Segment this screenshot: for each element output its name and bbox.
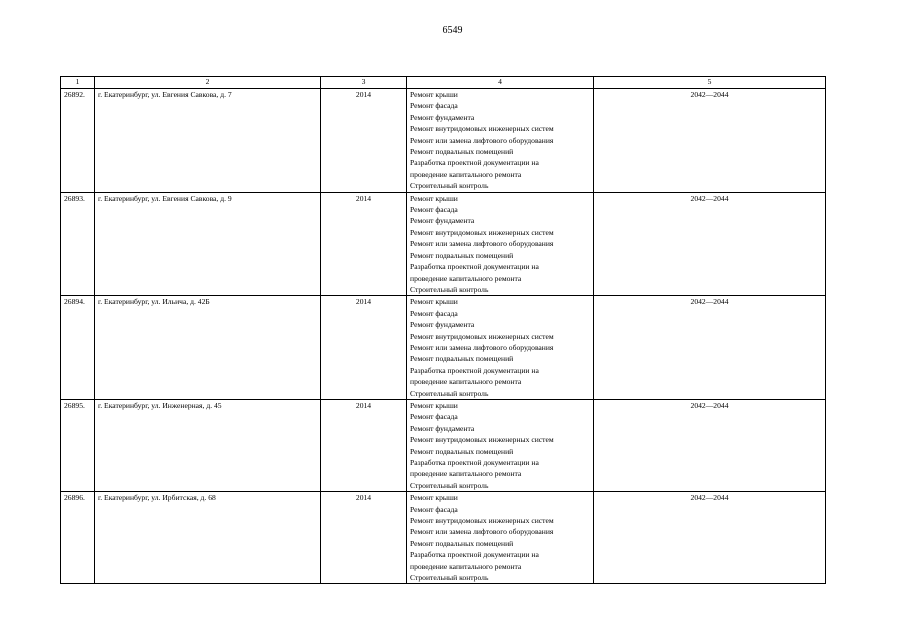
works-cell [407, 492, 594, 584]
year-cell: 2014 [321, 192, 407, 296]
work-item: Ремонт крыши [410, 193, 458, 203]
row-number-cell: 26895. [61, 399, 95, 491]
work-item: Ремонт фасада [410, 412, 458, 422]
work-item: Строительный контроль [410, 284, 489, 294]
work-item: Ремонт внутридомовых инженерных систем [410, 516, 554, 526]
address-cell: г. Екатеринбург, ул. Евгения Савкова, д. 7 [95, 89, 321, 193]
table-row [61, 296, 826, 400]
works-cell [407, 399, 594, 491]
work-item: Ремонт или замена лифтового оборудования [410, 135, 554, 145]
table-row [61, 192, 826, 296]
period-cell: 2042—2044 [594, 492, 826, 584]
work-item: Ремонт крыши [410, 297, 458, 307]
work-item: Ремонт фундамента [410, 423, 475, 433]
work-item: Ремонт подвальных помещений [410, 538, 514, 548]
address-cell: г. Екатеринбург, ул. Евгения Савкова, д. 9 [95, 192, 321, 296]
work-item: Разработка проектной документации на [410, 158, 539, 168]
column-header-4: 4 [407, 77, 594, 89]
period-cell: 2042—2044 [594, 399, 826, 491]
work-item: Разработка проектной документации на [410, 458, 539, 467]
table-row [61, 89, 826, 193]
work-item: Ремонт крыши [410, 90, 458, 99]
work-item: проведение капитального ремонта [410, 169, 522, 179]
work-item: проведение капитального ремонта [410, 377, 522, 387]
work-item: Разработка проектной документации на [410, 262, 539, 272]
column-header-5: 5 [594, 77, 826, 89]
address-cell: г. Екатеринбург, ул. Ильича, д. 42Б [95, 296, 321, 400]
work-item: Ремонт фундамента [410, 112, 475, 122]
work-item: Ремонт подвальных помещений [410, 446, 514, 456]
work-item: проведение капитального ремонта [410, 273, 522, 283]
year-cell: 2014 [321, 399, 407, 491]
work-item: Ремонт или замена лифтового оборудования [410, 527, 554, 537]
period-cell: 2042—2044 [594, 89, 826, 193]
work-item: Ремонт фасада [410, 504, 458, 514]
table-header-row [61, 77, 826, 89]
work-item: Ремонт фасада [410, 308, 458, 318]
work-item: Ремонт фундамента [410, 216, 475, 226]
year-cell: 2014 [321, 296, 407, 400]
year-cell: 2014 [321, 492, 407, 584]
work-item: Ремонт фасада [410, 101, 458, 111]
work-item: Ремонт крыши [410, 400, 458, 410]
work-item: Строительный контроль [410, 480, 489, 490]
work-item: Ремонт подвальных помещений [410, 354, 514, 364]
works-cell [407, 296, 594, 400]
address-cell: г. Екатеринбург, ул. Ирбитская, д. 68 [95, 492, 321, 584]
period-cell: 2042—2044 [594, 192, 826, 296]
column-header-3: 3 [321, 77, 407, 89]
column-header-2: 2 [95, 77, 321, 89]
row-number-cell: 26892. [61, 89, 95, 193]
work-item: Строительный контроль [410, 181, 489, 191]
work-item: Ремонт фасада [410, 205, 458, 215]
work-item: проведение капитального ремонта [410, 561, 522, 571]
work-item: Ремонт крыши [410, 493, 458, 503]
row-number-cell: 26896. [61, 492, 95, 584]
work-item: Ремонт или замена лифтового оборудования [410, 342, 554, 352]
works-cell [407, 192, 594, 296]
year-cell: 2014 [321, 89, 407, 193]
work-item: Строительный контроль [410, 573, 489, 583]
work-item: Разработка проектной документации на [410, 365, 539, 375]
work-item: Ремонт внутридомовых инженерных систем [410, 331, 554, 341]
work-item: Разработка проектной документации на [410, 550, 539, 560]
address-cell: г. Екатеринбург, ул. Инженерная, д. 45 [95, 399, 321, 491]
row-number-cell: 26894. [61, 296, 95, 400]
work-item: Строительный контроль [410, 388, 489, 398]
works-cell [407, 89, 594, 193]
table-row [61, 492, 826, 584]
table-body [61, 89, 826, 584]
row-number-cell: 26893. [61, 192, 95, 296]
work-item: Ремонт подвальных помещений [410, 250, 514, 260]
work-item: Ремонт или замена лифтового оборудования [410, 239, 554, 249]
work-item: Ремонт фундамента [410, 320, 475, 330]
work-item: Ремонт внутридомовых инженерных систем [410, 124, 554, 134]
column-header-1: 1 [61, 77, 95, 89]
table-row [61, 399, 826, 491]
work-item: проведение капитального ремонта [410, 469, 522, 479]
work-item: Ремонт внутридомовых инженерных систем [410, 435, 554, 445]
repair-schedule-table [60, 76, 826, 584]
work-item: Ремонт подвальных помещений [410, 147, 514, 157]
work-item: Ремонт внутридомовых инженерных систем [410, 227, 554, 237]
page-number: 6549 [442, 25, 463, 36]
period-cell: 2042—2044 [594, 296, 826, 400]
